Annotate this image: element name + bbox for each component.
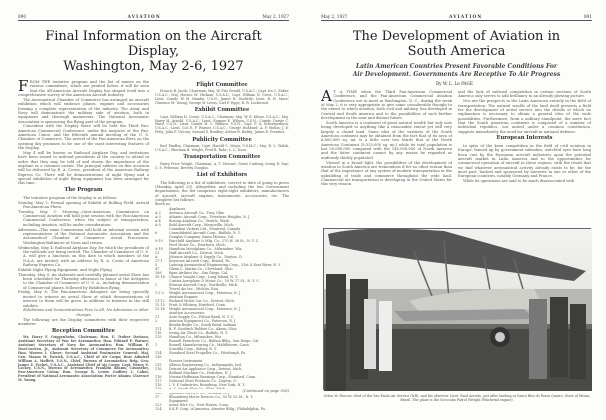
exhibitor-name: Glenn L. Martin Co., Cleveland, Ohio	[169, 266, 233, 271]
booth-number: 116	[155, 330, 162, 335]
program-item: Afternoon—This same Commission will hold an informal session with representatives of the National Aeronautic Association and the Aeronautical Chamber of Commerce. Aerial Procession. Washington-Baltimore at Noon and return.	[18, 227, 149, 245]
booth-number: A	[155, 254, 158, 259]
paragraph: and the lack of railroad competition in certain sections of South America only serves to add brilliancy to an already glowing picture.	[458, 90, 591, 99]
exhibitor-name: Canadian Vickers Ltd., Montreal, Canada	[169, 226, 241, 231]
booth-number: 6	[155, 230, 158, 235]
issue-date: May 2, 1927	[262, 14, 289, 19]
biplane-photo	[323, 228, 591, 390]
booth-number: 117	[155, 378, 162, 383]
exhibitor-name: Bulland Machine Co., Hoboken, N. J.	[169, 370, 232, 375]
exhibitor-list	[155, 207, 289, 411]
booth-number: 21	[155, 250, 160, 255]
booth-number: 115	[155, 334, 162, 339]
exhibitor-name: Atlantic Aircraft Corp., Teterboro Heights, N. J.	[169, 214, 251, 219]
program-item: Thursday, May 5: An elaborate and carefully planned aerial Show has been scheduled for Thursday afternoon in honor of the delegates to the Chamber of Commerce of U. S. A., including demonstration of Commercial planes, followed by Exhibition flying.	[18, 272, 149, 290]
booth-number: 12-15	[155, 302, 165, 307]
committee-members: Mr. Harry F. Guggenheim, Chairman; Hon. F. Trubee Davison, Assistant Secretary of War for Aeronautics; Hon. Edward P. Warner, Assistant Secretary of Navy for Aeronautics; Hon. William P. MacCracken, Jr., Assistant Secretary of Commerce for Aeronautics; Hon. Warren I. Glover, Second Assistant Postmaster General; Maj. Gen. Mason M. Patrick, U.S.A.C., Chief of Air Corps; Rear Admiral William A. Moffett, U.S.N., Chief, Bureau of Aeronautics; Brig. Gen. James E. Fechet, U.S.A.C., Assistant Chief of Air Corps; Capt. Henry E. Lackey, U.S.N., Bureau of Aeronautics; Franklin Adams, Counselor, Pan-American Union; Hon. George R. Lewis; Godfrey L. Cabot, President of National Aeronautic Association; Porter Adams; Clarence M. Young.	[18, 335, 149, 383]
exhibitor-name: Allison Engineering Co., Indianapolis, Ind.	[169, 362, 242, 367]
exhibitor-name: Hamilton Metalplane Co., Milwaukee, Wis.	[169, 246, 243, 251]
booth-number: 9-18	[155, 246, 163, 251]
title-line: Washington, May 2-6, 1927	[63, 59, 244, 74]
article-title	[18, 29, 289, 74]
exhibitor-name: Bloomberg Motor Devices Co., 50 W. 52 St., N. Y.	[169, 394, 254, 399]
booth-number: A-4	[155, 218, 161, 223]
section-heading: The Program	[64, 187, 103, 194]
title-line: South America	[407, 44, 506, 59]
magazine-name: AVIATION	[449, 14, 483, 19]
byline: By W. L. Le PAGE	[436, 81, 473, 86]
exhibitor-name: Aviation Equipment Co., Paterson, N. J.	[169, 318, 237, 323]
exhibitor-name: Pioneer Instrument	[169, 358, 203, 363]
article-subtitle	[323, 63, 590, 78]
running-header	[18, 13, 289, 21]
exhibitor-name: Curtiss Aeroplane & Motor Co., 50 W. 17 St., N. Y. C.	[169, 278, 260, 283]
section-heading: Exhibit Committee	[194, 107, 250, 114]
program-item: Tuesday, May 3: Morning—Inter-American Commission on Commercial Aviation will hold joint session with the Pan-American Commercial Conference, when the subject of transportation, including Aviation, will be under consideration.	[18, 209, 149, 227]
exhibitor-name: Huff Aircraft Co., Detroit, Mich.	[169, 250, 224, 255]
exhibitor-name: Norma-Hoffmann Bearings Corp., Stamford, Conn.	[169, 374, 257, 379]
booth-number: 116	[155, 374, 162, 379]
column-1	[321, 87, 452, 223]
column-2	[458, 90, 591, 223]
exhibitor-name: Stinson Aircraft Corp., Northville, Mich.	[169, 282, 239, 287]
exhibitor-row	[155, 351, 289, 359]
exhibitor-name: Airplanes	[169, 206, 186, 211]
exhibitor-name: Fairchild Airplane & Mfg. Co., 270 W. 38 St., N. Y. C.	[169, 238, 260, 243]
paragraph: In spite of the keen competition in the field of civil aviation in Europe, fanned up by government subsidies, watchful eyes have long been cast by the European aircraft industries upon the potential aircraft market in Latin America and to the opportunities for commercial operation of aircraft in these regions, with the result that we find whatever aeronautical activity already exists to be, for the most part, backed and sponsored by interests in one or other of the European countries, notably Germany and France.	[458, 143, 591, 179]
section-heading: Transportation Committee	[183, 154, 261, 161]
paragraph: Viewed in a broad light, the possibilities of the development of aviation in South America are tremendous if for no other reason than that of the importance of any system of modern transportation in the upbuilding of trade and commerce throughout the wide land. Commercial air transportation is developing in the United States for this very reason	[321, 160, 452, 187]
booth-number: 17-1	[155, 258, 163, 263]
list-subheading: Booth no.	[155, 202, 171, 206]
exhibitor-name: Standard Steel Propeller Co., Pittsburgh, Pa.	[169, 350, 247, 355]
drop-cap: A	[321, 87, 332, 105]
exhibitor-name: Keystone Aircraft Corp., Bristol, Pa.	[169, 258, 231, 263]
article-title	[321, 29, 592, 59]
booth-number: 111	[155, 326, 162, 331]
paragraph: The following are the Display committees with their respective members:	[18, 317, 149, 326]
section-heading: List of Exhibitors	[196, 172, 248, 179]
drop-cap: F	[18, 77, 29, 95]
column-1	[18, 77, 149, 388]
exhibitor-name: Wright Aeronautical Corp., Paterson, N. J.	[169, 306, 241, 311]
booth-number: 9-10	[155, 238, 163, 243]
booth-number: 1	[155, 342, 158, 347]
booth-number: 47	[155, 266, 160, 271]
paragraph: While its operations are said to be much disassociated with	[463, 179, 575, 184]
photo-caption: Orton W. Hoover, chief of the Sao Paulo Air Service (left), and his observer Lieut. Raul Arruda, just after landing at Santa Rita do Passa Quatro, State of Minas, Brazil. The plane is the Sorocaba Patrol (Wright Whirlwind engine).	[323, 394, 591, 402]
exhibitor-name: Scintilla Corp., Sidney, N. Y.	[169, 346, 218, 351]
booth-number: 11-12	[155, 298, 165, 303]
exhibitor-name: Loening Aeronautical Engineering Corp., 31st & East River, N. Y.	[169, 262, 281, 267]
issue-date: May 2, 1927	[321, 14, 348, 19]
exhibitor-name: Consolidated Aircraft Corp., Buffalo, N. Y.	[169, 230, 241, 235]
booth-number: 124	[155, 406, 162, 411]
subtitle-line: Latin American Countries Present Favorable Conditions For	[355, 63, 558, 70]
section-heading: Publicity Committee	[192, 136, 252, 143]
title-line: The Development of Aviation in	[352, 29, 561, 44]
page-number: 891	[583, 14, 592, 19]
booth-number: 12-16	[155, 306, 165, 311]
running-header	[321, 13, 592, 21]
paragraph: The following is a list of exhibitors, correct to date of going to press (Monday, April 25). Altogether, and including the two Government departments, the list comprises eight-eight exhibitors, manufacturers of aircraft, aircraft engines, instruments, accessories, etc. The complete list follows:	[155, 180, 289, 203]
paragraph: The Aeronautical Chamber of Commerce has arranged an aircraft exhibition which will embrace planes, engines and accessories forming a complete representation of the industry. The Army and Navy will demonstrate the military side of aviation, both in equipment and thorough maneuvers. The National Aeronautic Association is sponsoring the flying part of the program.	[18, 97, 149, 124]
exhibitor-name: Boeing Airplane Co., Seattle, Wash.	[169, 218, 231, 223]
section-heading: Reception Committee	[51, 327, 116, 334]
program-item: Friday, May 6: The Pan-American delegates are being specially invited to witness an aerial Show at which demonstrations of interest to them will be given, in addition to features in the still exhibits.	[18, 290, 149, 308]
paragraph: T A TIME when the Third Pan-American Commercial Conference, and the Pan-American Commercial Aviation Conference are to meet in Washington, D. C., during the week of May 2, it is very appropriate to give some considerable thought to the extent to which aviation, both civil and military, has developed in Central and South America and to the possibilities of such further development in the near and distant future.	[321, 90, 452, 121]
exhibitor-name: Irving Air Chute Co., Buffalo, N. Y.	[169, 330, 229, 335]
paragraph: ROM THE tentative program and the list of names on the various committees, which are printed below, it will be seen that the All-American Aircraft Display has shaped itself into a comprehensive survey of the American Aircraft Industry.	[18, 80, 149, 98]
magazine-name: AVIATION	[127, 14, 161, 19]
exhibitor-name: I. V. P. Industries, Broadway, New York, N. Y.	[169, 382, 246, 387]
exhibitor-name: Acme Wire Co., New Haven, Conn.	[169, 402, 229, 407]
exhibitor-name: Russell Parachute Co., Balboa Bldg., San Diego, Cal.	[169, 338, 260, 343]
exhibitor-row	[155, 407, 289, 411]
paragraph: The tentative program of the Display is as follows:	[23, 195, 118, 200]
booth-number: 123	[155, 402, 162, 407]
exhibitor-name: S.K.F. Corp. of America, Atwater Bldg., Philadelphia, Pa.	[169, 406, 266, 411]
exhibitor-name: Travel Air Inc., Wichita, Kan.	[169, 286, 219, 291]
committee-members: Francis B. Jacob, Chairman; Maj. W. Fitz Gerald, U.S.A.C.; Capt. Ira C. Eaker, U.S.A.C.; Maj. Horace M. Hickam, U.S.A.C.; Capt. William N. Cross, U.S.A.C.; Lieut. Comdr. W. H. Hamlin, U.S.N.; James H. Doolittle; Lieut. B. H. Mace; Clarence M. Young; George W. Lewis; Carl F. Egge; R. R. Lockwood.	[155, 89, 290, 105]
exhibitor-name: Russell Manufacturing Co., Middletown, Conn.	[169, 342, 250, 347]
exhibitor-name: Douglas Company, Santa Monica, Cal.	[169, 234, 235, 239]
section-heading: European Interests	[496, 135, 553, 142]
paragraph: Nor are the prospects in the Latin American entirely in the field of transportation. The natural wealth of the land itself presents a field for the development of aerial service into the details of which no explanation is necessary to obtain a general idea of the wide possibilities. Furthermore, from a military standpoint, the mere fact that the South American continent is composed of a number of individual republics, not united under a common constitution, suggests immediately the need for aircraft in national defense.	[458, 99, 591, 134]
program-list	[18, 201, 149, 308]
booth-number: 10-16	[155, 274, 165, 279]
booth-number: 1-2-3	[155, 290, 164, 295]
booth-number: A-5	[155, 222, 161, 227]
exhibitor-name: Detroit Air Appliance Corp., Detroit, Mich.	[169, 366, 243, 371]
exhibitor-name: Aviation Accessories	[169, 310, 205, 315]
title-line: Final Information on the Aircraft Display,	[45, 29, 262, 59]
booth-number: 1	[155, 282, 158, 287]
exhibitor-name: Packard Motor Car Co., Detroit, Mich.	[169, 298, 235, 303]
booth-number: 11	[155, 314, 160, 319]
exhibitor-name: Wright Aeronautical Corp., Paterson, N. J.	[169, 290, 241, 295]
exhibitor-name: Equipment	[169, 398, 188, 403]
paragraph: May 4 will be known as Railroad Airplane Day, and invitations have been issued to railroad presidents of the country to attend in order that they may be told of and shown the importance of the airplane as a common carrier. The principal address on this occasion will be delivered by R. A. Cowie, president of the American Railway Express Co. There will be demonstrations of night flying and a special exhibition of night flying equipment has been arranged for this time.	[18, 151, 149, 186]
booth-number: 118	[155, 382, 162, 387]
booth-number: A-2	[155, 210, 161, 215]
exhibitor-name: Ford Motor Co., Dearborn, Mich.	[169, 242, 226, 247]
booth-number: 2	[155, 318, 158, 323]
committee-members: Capt. William H. Cowie, U.S.A.C., Chairman; Maj. W. E. Kilner, U.S.A.C.; Maj. Harry H. Arnold, U.S.A.C.; Lieut. Eugene E. Wilson, U.S.N.; Comdr. Dorsie C. Ward, U.S.N.; Lieut. Comdr. H. C. Wallace, U.S.N.; Capt. F. A. Schermerhorn, U.S.A.C.; Lieut. Col. E. P. Warner, U.S.A.C.; George Hubbard; A. F. Mullin; J. E. Petty; John F. Victory; Samuel S. Bradley; Arthur R. Reddy; James E. Prentice.	[155, 114, 289, 135]
exhibitor-name: National Steel Products Co., Dayton, O.	[169, 378, 237, 383]
paragraph: Coincident with the Display there will be held the Third Pan-American Commercial Conference, under the auspices of the Pan-American Union, and the fifteenth annual meeting of the U. S. Chamber of Commerce. The arrival of the Pan-American fliers on the opening day promises to be one of the most interesting features of the Display.	[18, 124, 149, 151]
booth-number: A-3	[155, 214, 161, 219]
booth-number: 116	[155, 366, 162, 371]
committee-members: Harry Price Wright, Chairman; A. T. Stewart; Grant Cushing; Irving R. Day; C. S. Peterson; Beverly Douglas.	[155, 161, 289, 170]
booth-number: 188	[155, 270, 162, 275]
booth-number: 114-116	[155, 350, 163, 359]
program-item: Monday, May 2: Formal opening of Exhibit at Bolling Field. Arrival Pan-American Fliers.	[18, 200, 149, 209]
page-number: 890	[18, 14, 26, 19]
exhibitor-name: B. F. Goodrich Rubber Co., Akron, Ohio	[169, 326, 237, 331]
exhibitor-name: Aeronca Aircraft Co., Troy, Ohio	[169, 210, 225, 215]
program-item: Exhibit Night Flying Equipment, and Night Flying.	[18, 267, 113, 272]
section-heading: Flight Committee	[196, 81, 248, 88]
committee-members: Earl Findley, Chairman; Capt. Harold C. Major, U.S.M.C.; Maj. R. L. Walsh, U.S.A.C.; Sherman B. Wright; Fred B. Rahr; L. L. Doon.	[155, 144, 289, 153]
exhibitor-name: Ryan Airlines Inc., San Diego, Cal.	[169, 270, 229, 275]
continued-note: (Continued on page 926)	[155, 389, 289, 393]
exhibitor-name: Chance Vought Corp., Long Island, N. Y.	[169, 274, 238, 279]
exhibitor-name: Bendix Brake Co., South Bend, Indiana	[169, 322, 237, 327]
exhibitor-name: Auto Supply Co., Fulton Bank, N. Y. C.	[169, 314, 235, 319]
exhibitor-name: Johnson Airplane & Supply Co., Dayton, O.	[169, 254, 243, 259]
booth-number: 5	[155, 262, 158, 267]
right-page	[303, 0, 606, 420]
free-admission-note: Exhibitions and Demonstrations Free to All, No Admission or other charges	[23, 308, 149, 317]
exhibitor-name: Hamilton Co., Milwaukee, Wis.	[169, 334, 223, 339]
subtitle-line: Air Development. Governments Are Receptive To Air Progress	[352, 70, 561, 78]
exhibitor-name: Pratt & Whitney, Hartford, Conn.	[169, 302, 227, 307]
exhibitor-name: Buhl Aircraft Corp., Marysville, Mich.	[169, 222, 234, 227]
exhibitor-name: Aviation Engines	[169, 294, 198, 299]
program-item: Wednesday, May 4: Railroad Airplane Day, for which the presidents of the railroads are being invited. The Chamber of Commerce of U. S. A. will give a luncheon on this date to which members of the N.A.A. are invited, with an address by R. A. Cowie of American Railway Express Co.	[18, 245, 149, 267]
paragraph: South America is a continent of great natural wealth but only now being developed to anything like a reasonable extent yet still very largely a closed land. Some idea of the vastness of the South American continent may be obtained from the fact that of its area of 6,800,000 sq. mi. is a little over two thirds that of the North American Continent (9,325,000 sq. mi.) while its total population is but 50,000,000 compared with the 145,000,000 of North America and the latter continent cannot by any means be regarded as uniformly thickly populated.	[321, 120, 452, 160]
booth-number: 115	[155, 362, 162, 367]
booth-number: 17	[155, 394, 160, 399]
